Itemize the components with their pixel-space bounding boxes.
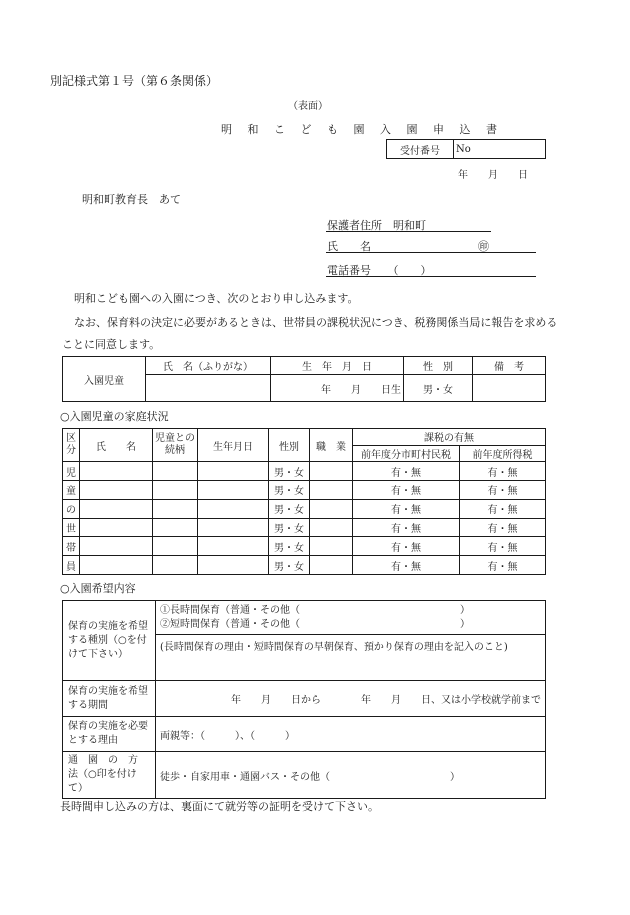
footer-note: 長時間申し込みの方は、裏面にて就労等の証明を受けて下さい。 xyxy=(60,800,379,813)
family-side-char: 児 xyxy=(63,462,80,481)
phone-label: 電話番号 （ ） xyxy=(327,264,432,277)
family-dob-field[interactable] xyxy=(198,537,269,556)
family-tax-muni-field[interactable]: 有・無 xyxy=(353,462,460,481)
family-tax-muni-field[interactable]: 有・無 xyxy=(353,556,460,575)
body-paragraph-2: なお、保育料の決定に必要があるときは、世帯員の課税状況につき、税務関係当局に報告を求める xyxy=(74,316,558,329)
receipt-label: 受付番号 xyxy=(387,140,454,159)
guardian-address-field[interactable] xyxy=(326,231,491,232)
family-name-field[interactable] xyxy=(80,518,153,537)
family-name-field[interactable] xyxy=(80,537,153,556)
family-relation-field[interactable] xyxy=(153,499,198,518)
family-side-char: 帯 xyxy=(63,537,80,556)
child-remarks-field[interactable] xyxy=(473,375,546,402)
family-name-field[interactable] xyxy=(80,462,153,481)
wish-type-reason[interactable]: (長時間保育の理由・短時間保育の早朝保育、預かり保育の理由を記入のこと) xyxy=(156,635,546,681)
application-date[interactable]: 年 月 日 xyxy=(458,170,528,181)
family-job-field[interactable] xyxy=(310,556,353,575)
family-side-char: 童 xyxy=(63,481,80,500)
wish-period-label: 保育の実施を希望する期間 xyxy=(63,681,156,717)
family-tax-income-header: 前年度所得税 xyxy=(460,445,546,462)
family-name-field[interactable] xyxy=(80,556,153,575)
child-dob-header: 生 年 月 日 xyxy=(271,357,404,375)
family-tax-muni-field[interactable]: 有・無 xyxy=(353,481,460,500)
wish-need-field[interactable]: 両親等：（ ）、（ ） xyxy=(156,717,546,752)
child-table xyxy=(62,356,546,402)
wish-commute-field[interactable]: 徒歩・自家用車・通園バス・その他（ ） xyxy=(156,752,546,799)
wish-need-label: 保育の実施を必要とする理由 xyxy=(63,717,156,752)
family-name-header: 氏 名 xyxy=(80,429,153,462)
family-relation-header: 児童との続柄 xyxy=(153,429,198,462)
family-job-field[interactable] xyxy=(310,499,353,518)
body-paragraph-1: 明和こども園への入園につき、次のとおり申し込みます。 xyxy=(74,292,359,305)
family-kubun-header: 区分 xyxy=(63,429,80,462)
family-dob-field[interactable] xyxy=(198,518,269,537)
child-sex-field[interactable]: 男・女 xyxy=(404,375,473,402)
family-sex-field[interactable]: 男・女 xyxy=(269,462,310,481)
child-row-label: 入園児童 xyxy=(63,357,146,402)
family-sex-field[interactable]: 男・女 xyxy=(269,518,310,537)
family-tax-income-field[interactable]: 有・無 xyxy=(460,462,546,481)
family-side-char: 世 xyxy=(63,518,80,537)
family-sex-field[interactable]: 男・女 xyxy=(269,537,310,556)
family-sex-field[interactable]: 男・女 xyxy=(269,481,310,500)
family-dob-header: 生年月日 xyxy=(198,429,269,462)
family-section-title: ○入園児童の家庭状況 xyxy=(60,410,169,423)
guardian-name-field[interactable] xyxy=(326,252,536,253)
wish-table xyxy=(62,600,546,799)
family-relation-field[interactable] xyxy=(153,537,198,556)
family-tax-income-field[interactable]: 有・無 xyxy=(460,518,546,537)
recipient: 明和町教育長 あて xyxy=(82,193,181,206)
family-tax-muni-field[interactable]: 有・無 xyxy=(353,537,460,556)
phone-field[interactable] xyxy=(326,276,536,277)
family-tax-muni-field[interactable]: 有・無 xyxy=(353,499,460,518)
family-dob-field[interactable] xyxy=(198,481,269,500)
page-title: 明 和 こ ど も 園 入 園 申 込 書 xyxy=(221,123,503,136)
child-name-header: 氏 名（ふりがな） xyxy=(146,357,271,375)
family-job-field[interactable] xyxy=(310,462,353,481)
family-side-char: 員 xyxy=(63,556,80,575)
family-tax-income-field[interactable]: 有・無 xyxy=(460,499,546,518)
child-dob-field[interactable]: 年 月 日生 xyxy=(271,375,404,402)
wish-type-options[interactable] xyxy=(156,601,546,635)
wish-section-title: ○入園希望内容 xyxy=(60,582,136,595)
family-job-field[interactable] xyxy=(310,537,353,556)
wish-type-option-long[interactable]: ①長時間保育（普通・その他（ ） xyxy=(160,604,470,616)
child-sex-header: 性 別 xyxy=(404,357,473,375)
family-relation-field[interactable] xyxy=(153,462,198,481)
wish-type-label: 保育の実施を希望する種別（○を付けて下さい） xyxy=(63,601,156,681)
receipt-number-table xyxy=(386,139,546,159)
family-dob-field[interactable] xyxy=(198,556,269,575)
family-tax-header: 課税の有無 xyxy=(353,429,546,446)
body-paragraph-3: ことに同意します。 xyxy=(62,338,161,351)
wish-period-field[interactable]: 年 月 日から 年 月 日、又は小学校就学前まで xyxy=(156,681,546,717)
child-name-field[interactable] xyxy=(146,375,271,402)
family-tax-income-field[interactable]: 有・無 xyxy=(460,537,546,556)
form-id: 別記様式第１号（第６条関係） xyxy=(50,74,219,88)
family-sex-field[interactable]: 男・女 xyxy=(269,556,310,575)
receipt-number-field[interactable]: No xyxy=(454,140,546,159)
family-relation-field[interactable] xyxy=(153,518,198,537)
guardian-name-label: 氏 名 xyxy=(327,240,371,253)
family-relation-field[interactable] xyxy=(153,481,198,500)
wish-commute-label: 通 園 の 方 法（○印を付けて） xyxy=(63,752,156,799)
wish-type-option-short[interactable]: ②短時間保育（普通・その他（ ） xyxy=(160,618,470,630)
family-tax-muni-header: 前年度分市町村民税 xyxy=(353,445,460,462)
family-name-field[interactable] xyxy=(80,481,153,500)
family-job-field[interactable] xyxy=(310,518,353,537)
child-remarks-header: 備 考 xyxy=(473,357,546,375)
family-job-header: 職 業 xyxy=(310,429,353,462)
family-tax-income-field[interactable]: 有・無 xyxy=(460,556,546,575)
family-dob-field[interactable] xyxy=(198,499,269,518)
family-sex-header: 性別 xyxy=(269,429,310,462)
family-name-field[interactable] xyxy=(80,499,153,518)
seal-mark: ㊞ xyxy=(478,240,489,253)
family-tax-muni-field[interactable]: 有・無 xyxy=(353,518,460,537)
family-side-char: の xyxy=(63,499,80,518)
family-sex-field[interactable]: 男・女 xyxy=(269,499,310,518)
family-dob-field[interactable] xyxy=(198,462,269,481)
guardian-address-label: 保護者住所 明和町 xyxy=(327,219,426,232)
family-table xyxy=(62,428,546,575)
family-relation-field[interactable] xyxy=(153,556,198,575)
family-tax-income-field[interactable]: 有・無 xyxy=(460,481,546,500)
family-job-field[interactable] xyxy=(310,481,353,500)
form-side: （表面） xyxy=(288,101,328,112)
